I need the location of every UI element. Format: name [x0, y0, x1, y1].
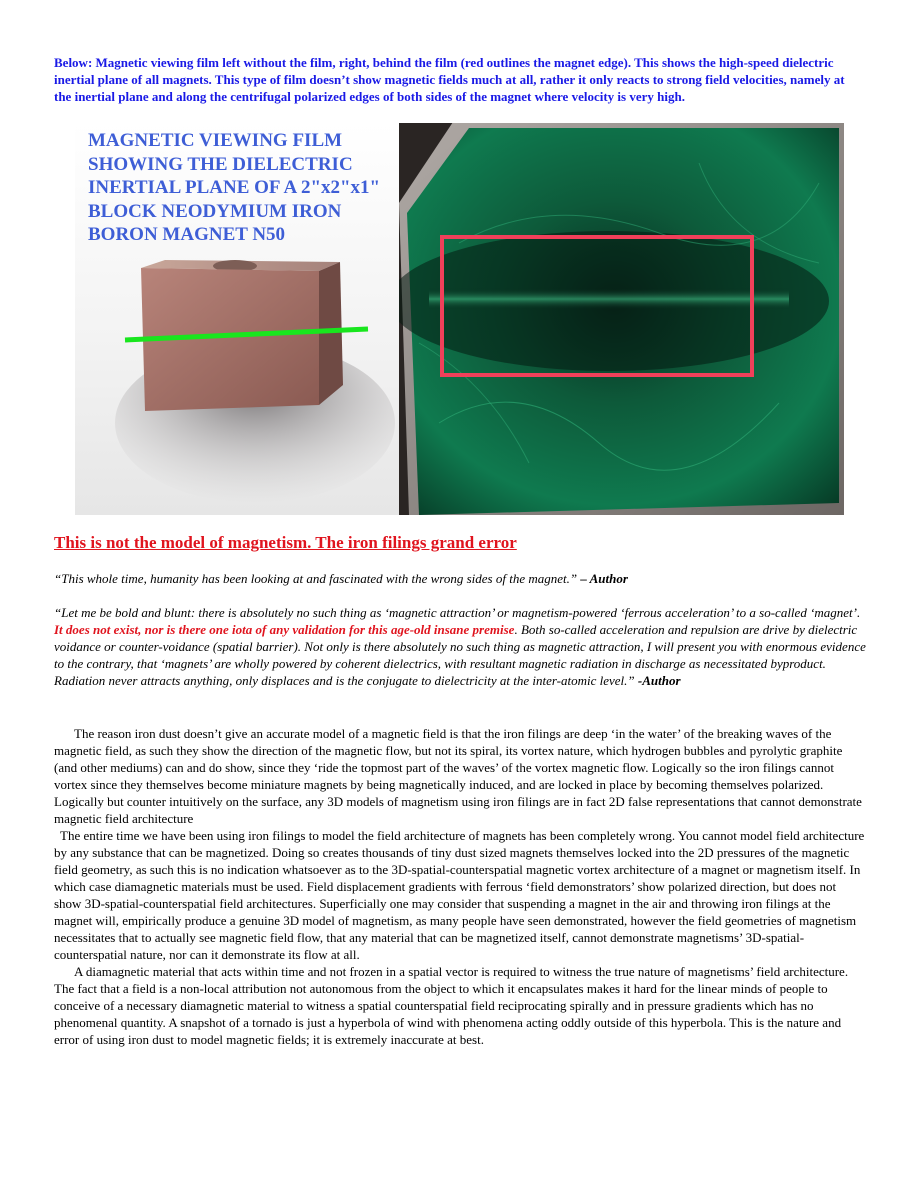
magnet-photo-left	[75, 123, 399, 515]
viewing-film-photo-right	[399, 123, 844, 515]
magnet-photo-figure	[75, 123, 844, 515]
overlay-line-3: INERTIAL PLANE OF A 2"x2"x1"	[88, 177, 381, 198]
overlay-line-2: SHOWING THE DIELECTRIC	[88, 153, 353, 175]
overlay-line-4: BLOCK NEODYMIUM IRON	[88, 200, 342, 222]
overlay-line-5: BORON MAGNET N50	[88, 224, 286, 245]
figure-caption: Below: Magnetic viewing film left without the film, right, behind the film (red outlines the magnet edge). This shows the high-speed dielectric inertial plane of all magnets. This type of film doesn’t show magnetic fields much at all, rather it only reacts to strong field velocities, namely at the inertial plane and along the centrifugal polarized edges of both sides of the magnet where velocity is very high.	[54, 55, 845, 104]
author-quote-2	[54, 604, 866, 689]
section-heading: This is not the model of magnetism. The iron filings grand error	[54, 533, 517, 552]
quote-2-emphasis: It does not exist, nor is there one iota of any validation for this age-old insane premise	[54, 622, 515, 637]
viewing-film-illustration	[399, 123, 844, 515]
body-paragraph-3: A diamagnetic material that acts within time and not frozen in a spatial vector is required to witness the true nature of magnetisms’ field architecture. The fact that a field is a non-local attribution not autonomous from the object to which it encapsulates makes it hard for the linear minds of people to conceive of a necessary diamagnetic material to witness a spatial counterspatial field reciprocating spirally and in pressure gradients which has no phenomenal quantity. A snapshot of a tornado is just a hyperbola of wind with phenomena acting oddly outside of this hyperbola. This is the nature and error of using iron dust to model magnetic fields; it is extremely inaccurate at best.	[54, 964, 849, 1047]
body-text	[54, 725, 866, 1048]
body-paragraph-1: The reason iron dust doesn’t give an accurate model of a magnetic field is that the iron filings are deep ‘in the water’ of the breaking waves of the magnetic field, as such they show the direction of the magnetic flow, but not its spiral, its vortex nature, which hydrogen bubbles and pyrolytic graphite (and other mediums) can and do show, since they ‘ride the topmost part of the waves’ of the vortex magnetic flow. Logically so the iron filings cannot vortex since they themselves become miniature magnets by being magnetically induced, and are locked in place by becoming themselves polarized. Logically but counter intuitively on the surface, any 3D models of magnetism using iron filings are in fact 2D false representations that cannot demonstrate magnetic field architecture	[54, 726, 862, 826]
quote-1-attribution: – Author	[580, 571, 628, 586]
quote-2-attribution: -Author	[637, 673, 681, 688]
quote-2-part-2: . Both so-called acceleration and repulsion are drive by dielectric voidance or counter-voidance (spatial barrier). Not only is there absolutely no such thing as magnetic attraction, I will present you with enormous evidence to the contrary, that ‘magnets’ are wholly powered by coherent dielectrics, with resultant magnetic radiation in discharge as necessitated byproduct. Radiation never attracts anything, only displaces and is the conjugate to dielectricity at the inter-atomic level.”	[54, 622, 866, 688]
overlay-line-1: MAGNETIC VIEWING FILM	[88, 130, 343, 151]
body-paragraph-2: The entire time we have been using iron filings to model the field architecture of magnets has been completely wrong. You cannot model field architecture by any substance that can be magnetized. Doing so creates thousands of tiny dust sized magnets themselves locked into the 2D pressures of the magnetic field geometry, as such this is no indication whatsoever as to the 3D-spatial-counterspatial magnetic vortex architecture of a magnet or magnetism itself. In which case diamagnetic materials must be used. Field displacement gradients with ferrous ‘field demonstrators’ show polarized direction, but does not show 3D-spatial-counterspatial field architectures. Superficially one may consider that suspending a magnet in the air and throwing iron filings at the magnet will, empirically produce a genuine 3D model of magnetism, as many people have seen demonstrated, however the field geometries of magnetism necessitates that to actually see magnetic field flow, that any material that can be magnetized itself, cannot demonstrate magnetisms’ 3D-spatial-counterspatial nature, nor can it demonstrate its flow at all.	[54, 828, 865, 962]
quote-2-part-1: “Let me be bold and blunt: there is absolutely no such thing as ‘magnetic attraction’ or magnetism-powered ‘ferrous acceleration’ to a so-called ‘magnet’.	[54, 605, 861, 620]
photo-overlay-text	[88, 129, 393, 247]
author-quote-1	[54, 570, 866, 587]
quote-1-text: “This whole time, humanity has been looking at and fascinated with the wrong sides of the magnet.”	[54, 571, 581, 586]
